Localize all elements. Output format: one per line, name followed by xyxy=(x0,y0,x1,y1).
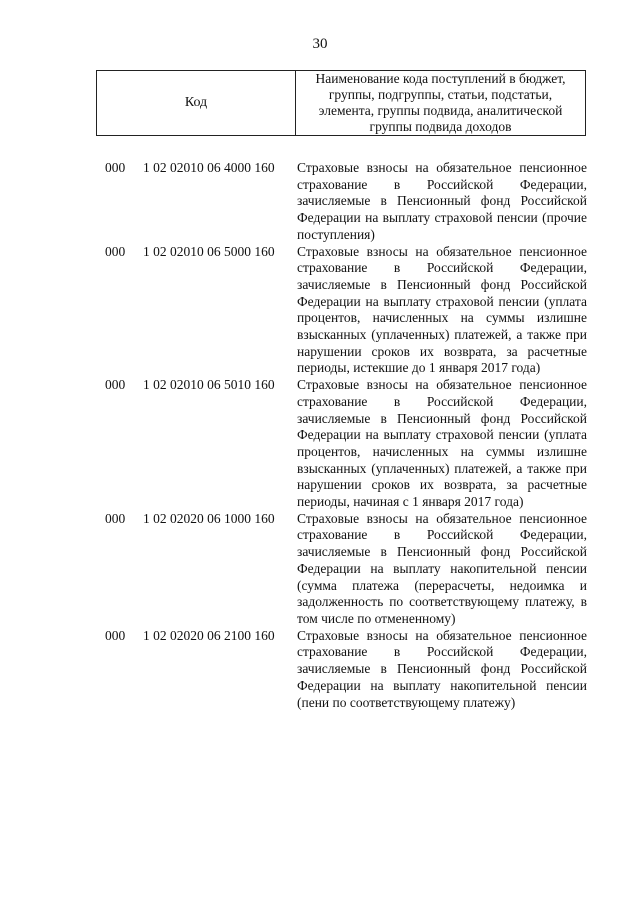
table-row xyxy=(0,160,640,244)
table-header xyxy=(96,70,586,136)
row-classification-code: 1 02 02020 06 2100 160 xyxy=(143,627,275,643)
row-description: Страховые взносы на обязательное пенсионное страхование в Российской Федерации, зачисляемые в Пенсионный фонд Российской Федерации на выплату накопительной пенсии (сумма платежа (перерасчеты, недоимка и задолженность по соответствующему платежу, в том числе по отмененному) xyxy=(297,510,587,626)
row-description: Страховые взносы на обязательное пенсионное страхование в Российской Федерации, зачисляемые в Пенсионный фонд Российской Федерации на выплату страховой пенсии (уплата процентов, начисленных на суммы излишне взысканных (уплаченных) платежей, а также при нарушении сроков их возврата, за расчетные периоды, истекшие до 1 января 2017 года) xyxy=(297,243,587,376)
row-description: Страховые взносы на обязательное пенсионное страхование в Российской Федерации, зачисляемые в Пенсионный фонд Российской Федерации на выплату страховой пенсии (уплата процентов, начисленных на суммы излишне взысканных (уплаченных) платежей, а также при нарушении сроков их возврата, за расчетные периоды, начиная с 1 января 2017 года) xyxy=(297,377,587,510)
table-row xyxy=(0,377,640,511)
row-admin-code: 000 xyxy=(105,510,126,526)
row-description: Страховые взносы на обязательное пенсионное страхование в Российской Федерации, зачисляемые в Пенсионный фонд Российской Федерации на выплату накопительной пенсии (пени по соответствующему платежу) xyxy=(297,627,587,710)
page-number: 30 xyxy=(312,36,328,52)
row-description: Страховые взносы на обязательное пенсионное страхование в Российской Федерации, зачисляемые в Пенсионный фонд Российской Федерации на выплату страховой пенсии (прочие поступления) xyxy=(297,160,587,242)
row-classification-code: 1 02 02020 06 1000 160 xyxy=(143,510,275,526)
row-classification-code: 1 02 02010 06 5000 160 xyxy=(143,243,275,259)
header-name-cell: Наименование кода поступлений в бюджет, группы, подгруппы, статьи, подстатьи, элемента, группы подвида, аналитической группы подвида доходов xyxy=(315,71,566,134)
header-code-cell: Код xyxy=(97,71,296,135)
row-classification-code: 1 02 02010 06 5010 160 xyxy=(143,377,275,393)
table-row xyxy=(0,628,640,712)
row-admin-code: 000 xyxy=(105,160,126,175)
row-admin-code: 000 xyxy=(105,377,126,393)
table-row xyxy=(0,244,640,378)
table-row xyxy=(0,511,640,628)
row-admin-code: 000 xyxy=(105,243,126,259)
table-body xyxy=(0,160,640,711)
row-classification-code: 1 02 02010 06 4000 160 xyxy=(143,160,275,175)
row-admin-code: 000 xyxy=(105,627,126,643)
